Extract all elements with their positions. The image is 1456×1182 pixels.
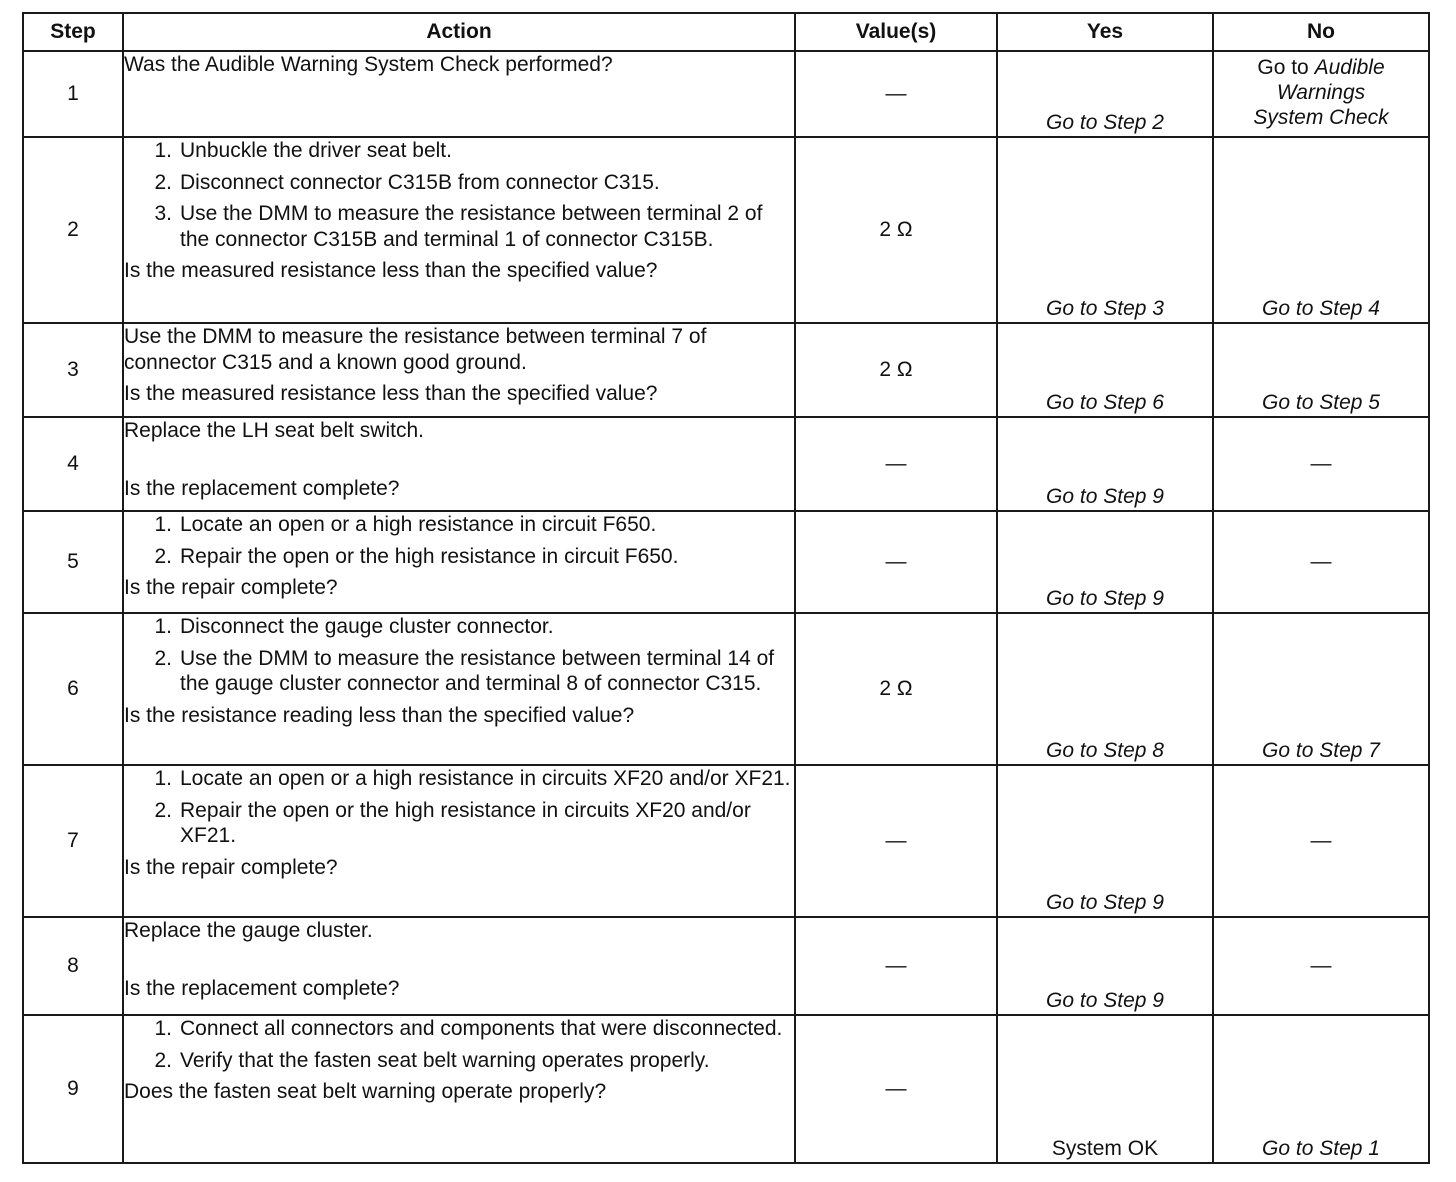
action-cell bbox=[123, 51, 795, 137]
diagnostic-table bbox=[22, 12, 1430, 1164]
no-link-system-check: System Check bbox=[1253, 106, 1389, 130]
header-values: Value(s) bbox=[795, 13, 997, 51]
action-cell bbox=[123, 417, 795, 511]
action-cell bbox=[123, 323, 795, 417]
action-step-list bbox=[124, 766, 794, 849]
yes-cell: Go to Step 8 bbox=[997, 613, 1213, 765]
table-row-step-5 bbox=[23, 511, 1429, 613]
no-cell: Go to Step 5 bbox=[1213, 323, 1429, 417]
action-intro: Replace the LH seat belt switch. bbox=[124, 419, 424, 442]
step-number: 9 bbox=[23, 1015, 123, 1163]
action-question: Does the fasten seat belt warning operate properly? bbox=[124, 1080, 607, 1104]
yes-cell: Go to Step 9 bbox=[997, 417, 1213, 511]
yes-cell: Go to Step 6 bbox=[997, 323, 1213, 417]
action-cell bbox=[123, 613, 795, 765]
value-cell: — bbox=[795, 51, 997, 137]
step-number: 5 bbox=[23, 511, 123, 613]
action-question: Is the repair complete? bbox=[124, 576, 338, 600]
no-cell: — bbox=[1213, 511, 1429, 613]
header-no: No bbox=[1213, 13, 1429, 51]
list-item: 2. Repair the open or the high resistance in circuit F650. bbox=[154, 544, 679, 568]
no-cell: Go to Step 1 bbox=[1213, 1015, 1429, 1163]
yes-cell: Go to Step 2 bbox=[997, 51, 1213, 137]
list-item: 1. Locate an open or a high resistance in circuit F650. bbox=[154, 513, 657, 536]
no-cell: — bbox=[1213, 917, 1429, 1015]
list-item: 1. Disconnect the gauge cluster connector. bbox=[154, 615, 554, 638]
diagnostic-table-wrapper bbox=[22, 12, 1428, 1164]
header-step: Step bbox=[23, 13, 123, 51]
action-question: Is the replacement complete? bbox=[124, 476, 400, 500]
action-cell bbox=[123, 765, 795, 917]
action-step-list bbox=[124, 1016, 794, 1073]
header-yes: Yes bbox=[997, 13, 1213, 51]
value-cell: 2 Ω bbox=[795, 613, 997, 765]
list-item: 2. Use the DMM to measure the resistance between terminal 14 of the gauge cluster connector and terminal 8 of connector C315. bbox=[154, 646, 775, 696]
action-question: Is the measured resistance less than the specified value? bbox=[124, 259, 658, 283]
table-row-step-3 bbox=[23, 323, 1429, 417]
list-item: 3. Use the DMM to measure the resistance between terminal 2 of the connector C315B and terminal 1 of connector C315B. bbox=[154, 202, 763, 251]
yes-cell: System OK bbox=[997, 1015, 1213, 1163]
table-row-step-6 bbox=[23, 613, 1429, 765]
yes-cell: Go to Step 9 bbox=[997, 511, 1213, 613]
no-cell bbox=[1213, 51, 1429, 137]
table-row-step-9 bbox=[23, 1015, 1429, 1163]
value-cell: — bbox=[795, 1015, 997, 1163]
action-intro: Replace the gauge cluster. bbox=[124, 919, 373, 942]
no-cell: Go to Step 4 bbox=[1213, 137, 1429, 323]
action-step-list bbox=[124, 512, 794, 569]
yes-cell: Go to Step 9 bbox=[997, 917, 1213, 1015]
table-row-step-4 bbox=[23, 417, 1429, 511]
list-item: 2. Verify that the fasten seat belt warning operates properly. bbox=[154, 1048, 710, 1072]
header-row bbox=[23, 13, 1429, 51]
action-question: Is the resistance reading less than the specified value? bbox=[124, 703, 635, 727]
list-item: 1. Connect all connectors and components that were disconnected. bbox=[154, 1017, 783, 1040]
table-row-step-7 bbox=[23, 765, 1429, 917]
value-cell: — bbox=[795, 765, 997, 917]
action-intro: Was the Audible Warning System Check performed? bbox=[124, 53, 613, 76]
no-link-audible: Audible bbox=[1314, 56, 1385, 79]
step-number: 4 bbox=[23, 417, 123, 511]
step-number: 8 bbox=[23, 917, 123, 1015]
action-cell bbox=[123, 917, 795, 1015]
no-cell: Go to Step 7 bbox=[1213, 613, 1429, 765]
value-cell: 2 Ω bbox=[795, 323, 997, 417]
value-cell: — bbox=[795, 417, 997, 511]
step-number: 2 bbox=[23, 137, 123, 323]
table-row-step-1 bbox=[23, 51, 1429, 137]
step-number: 6 bbox=[23, 613, 123, 765]
action-step-list bbox=[124, 614, 794, 697]
step-number: 3 bbox=[23, 323, 123, 417]
header-action: Action bbox=[123, 13, 795, 51]
no-prefix: Go to bbox=[1257, 56, 1309, 79]
value-cell: — bbox=[795, 511, 997, 613]
action-question: Is the measured resistance less than the specified value? bbox=[124, 382, 658, 406]
list-item: 2. Repair the open or the high resistance in circuits XF20 and/or XF21. bbox=[154, 798, 751, 848]
no-link-warnings: Warnings bbox=[1276, 81, 1366, 105]
no-cell: — bbox=[1213, 417, 1429, 511]
yes-cell: Go to Step 9 bbox=[997, 765, 1213, 917]
action-question: Is the repair complete? bbox=[124, 855, 338, 879]
table-row-step-2 bbox=[23, 137, 1429, 323]
yes-cell: Go to Step 3 bbox=[997, 137, 1213, 323]
action-step-list bbox=[124, 138, 794, 252]
step-number: 7 bbox=[23, 765, 123, 917]
table-row-step-8 bbox=[23, 917, 1429, 1015]
value-cell: 2 Ω bbox=[795, 137, 997, 323]
action-question: Is the replacement complete? bbox=[124, 976, 400, 1000]
action-intro: Use the DMM to measure the resistance between terminal 7 of connector C315 and a known good ground. bbox=[124, 325, 707, 374]
no-cell: — bbox=[1213, 765, 1429, 917]
value-cell: — bbox=[795, 917, 997, 1015]
step-number: 1 bbox=[23, 51, 123, 137]
list-item: 1. Locate an open or a high resistance in circuits XF20 and/or XF21. bbox=[154, 767, 791, 790]
action-cell bbox=[123, 137, 795, 323]
list-item: 2. Disconnect connector C315B from connector C315. bbox=[154, 170, 660, 194]
list-item: 1. Unbuckle the driver seat belt. bbox=[154, 139, 452, 162]
action-cell bbox=[123, 511, 795, 613]
action-cell bbox=[123, 1015, 795, 1163]
